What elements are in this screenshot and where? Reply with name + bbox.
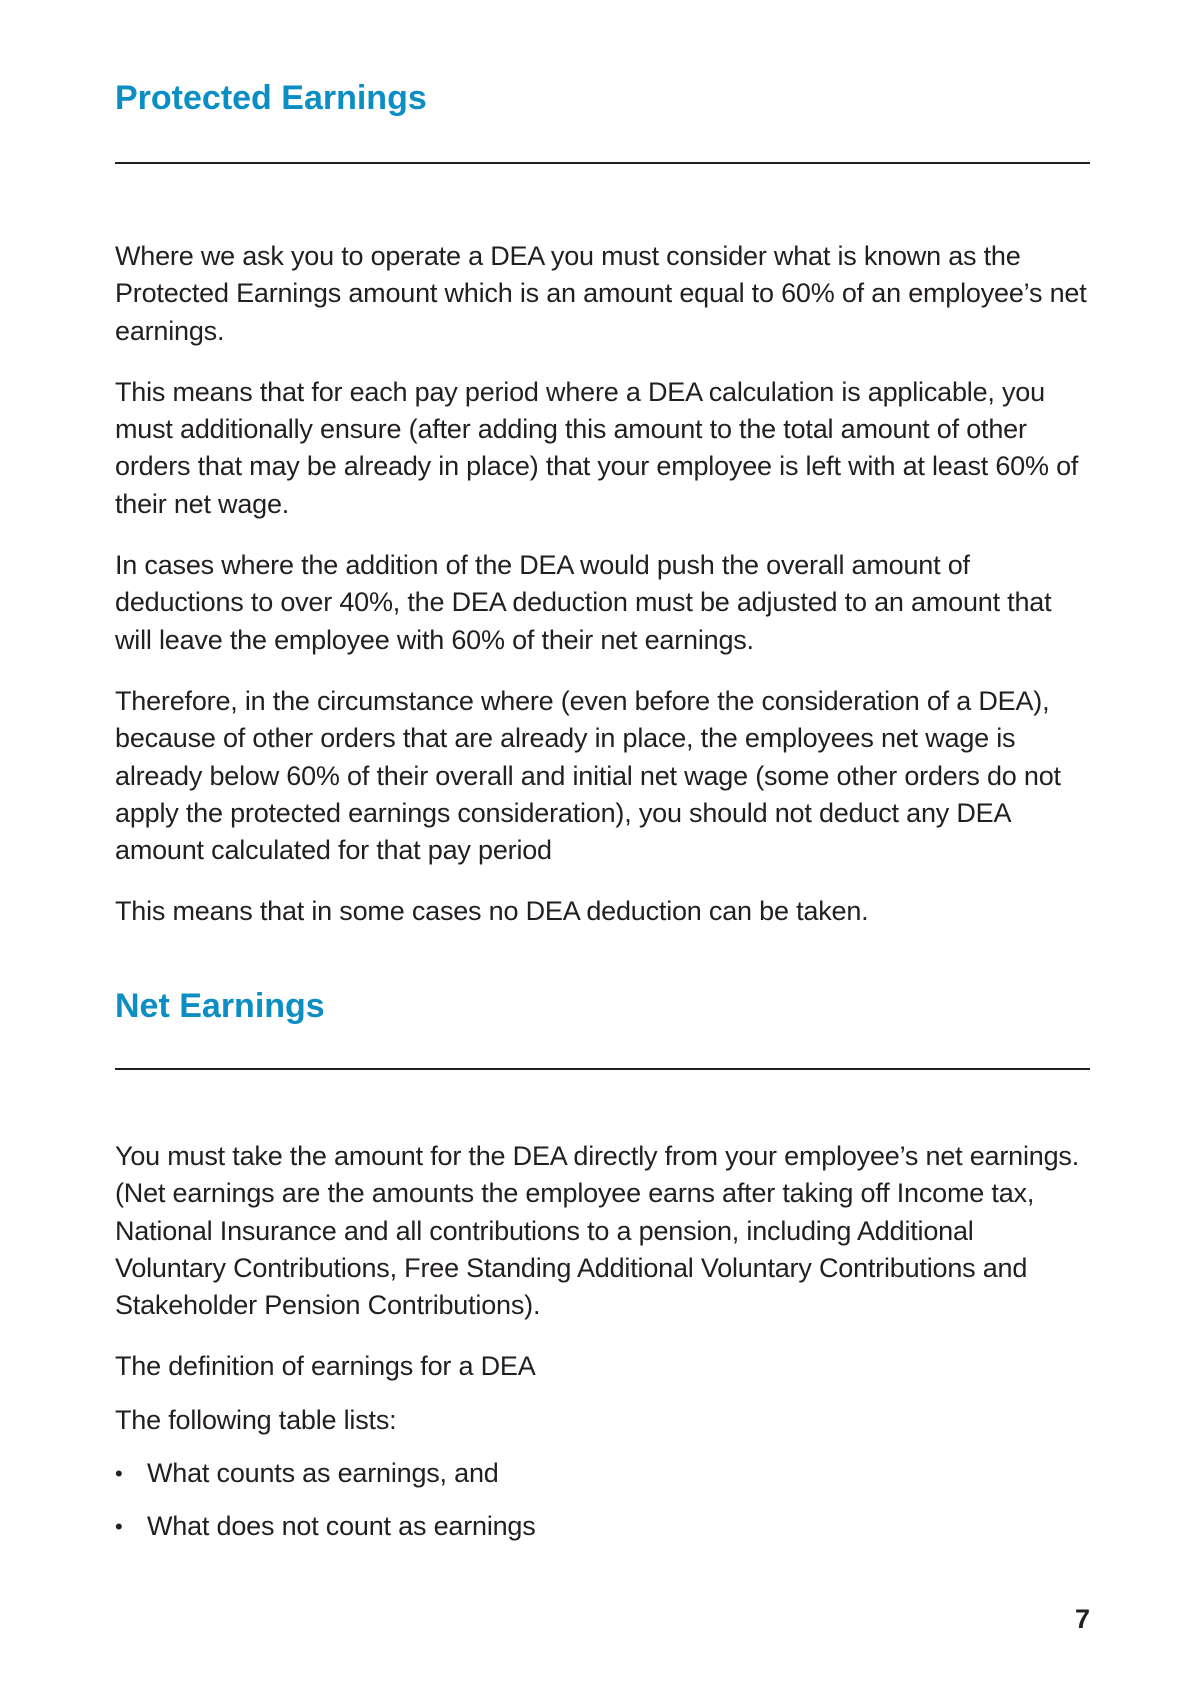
section-body-protected-earnings (115, 238, 1090, 931)
section-divider (115, 1068, 1090, 1070)
paragraph: In cases where the addition of the DEA would push the overall amount of deductions to over 40%, the DEA deduction must be adjusted to an amount that will leave the employee with 60% of their net earnings. (115, 550, 1052, 655)
paragraph: You must take the amount for the DEA directly from your employee’s net earnings. (Net earnings are the amounts the employee earns after taking off Income tax, National Insurance and all contributions to a pension, including Additional Voluntary Contributions, Free Standing Additional Voluntary Contributions and Stakeholder Pension Contributions). (115, 1141, 1080, 1321)
section-heading-net-earnings: Net Earnings (115, 987, 325, 1025)
list-item (115, 1455, 1090, 1492)
section-divider (115, 162, 1090, 164)
page-number: 7 (1074, 1604, 1090, 1634)
section-body-net-earnings (115, 1138, 1090, 1562)
paragraph: Where we ask you to operate a DEA you must consider what is known as the Protected Earnings amount which is an amount equal to 60% of an employee’s net earnings. (115, 241, 1087, 346)
paragraph: Therefore, in the circumstance where (even before the consideration of a DEA), because of other orders that are already in place, the employees net wage is already below 60% of their overall and initial net wage (some other orders do not apply the protected earnings consideration), you should not deduct any DEA amount calculated for that pay period (115, 685, 1061, 866)
list-item (115, 1508, 1090, 1545)
bullet-icon: • (115, 1461, 123, 1487)
paragraph: This means that for each pay period where a DEA calculation is applicable, you must additionally ensure (after adding this amount to the total amount of other orders that may be already in place) that your employee is left with at least 60% of their net wage. (115, 376, 1079, 519)
paragraph: The following table lists: (115, 1404, 397, 1435)
section-heading-protected-earnings: Protected Earnings (115, 79, 427, 117)
list-item-text: What does not count as earnings (147, 1511, 536, 1542)
bullet-icon: • (115, 1514, 123, 1540)
paragraph: This means that in some cases no DEA deduction can be taken. (115, 896, 869, 927)
bullet-list (115, 1455, 1090, 1546)
list-item-text: What counts as earnings, and (147, 1458, 499, 1489)
paragraph: The definition of earnings for a DEA (115, 1351, 536, 1382)
